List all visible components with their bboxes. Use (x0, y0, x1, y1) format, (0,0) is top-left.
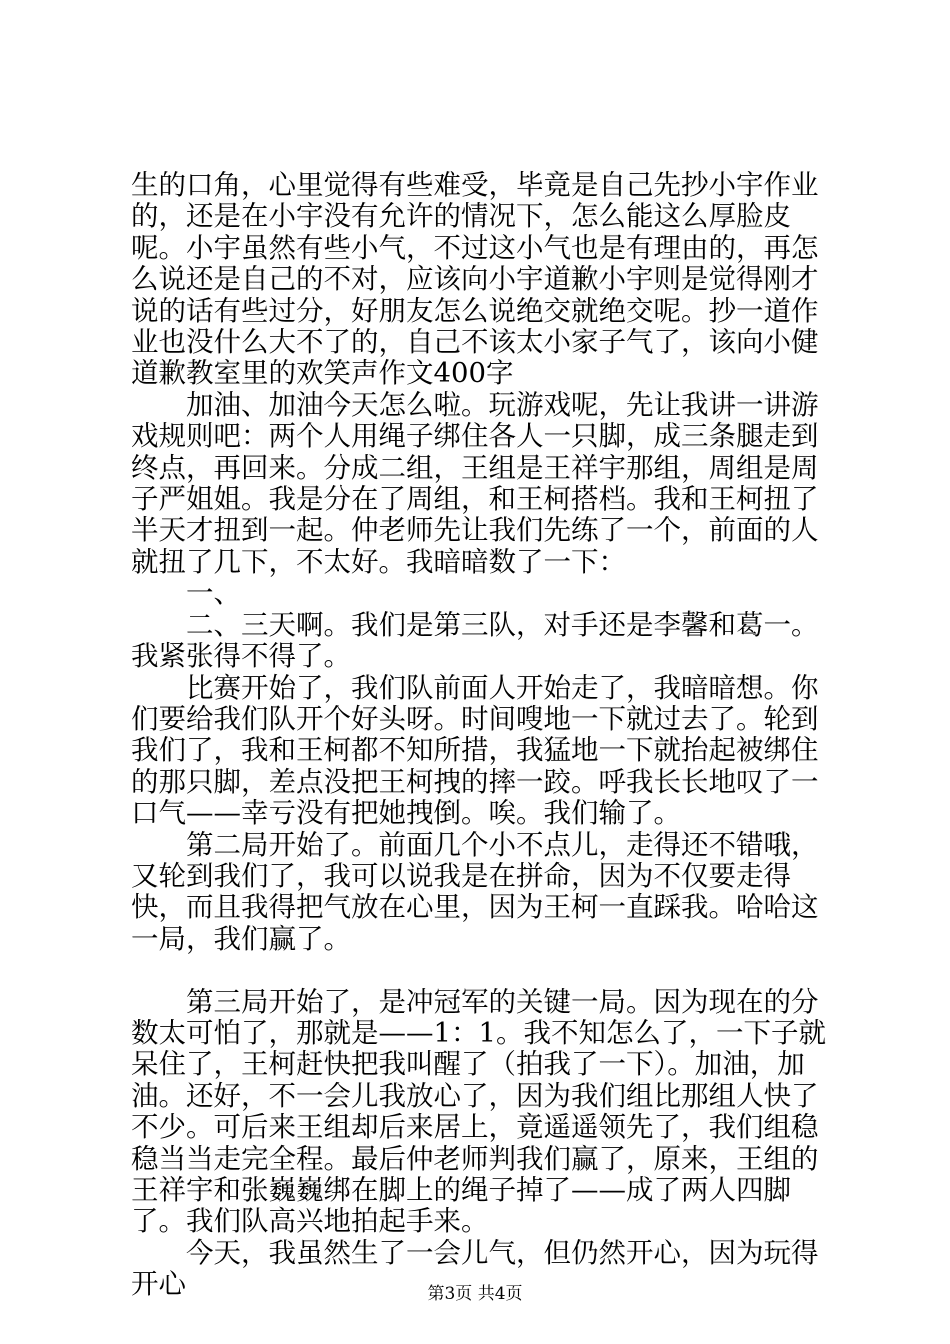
paragraph-7: 第三局开始了，是冲冠军的关键一局。因为现在的分数太可怕了，那就是——1：1。我不知怎么了，一下子就呆住了，王柯赶快把我叫醒了（拍我了一下）。加油，加油。还好，不一会儿我放心了，因为我们组比那组人快了不少。可后来王组却后来居上，竟遥遥领先了，我们组稳稳当当走完全程。最后仲老师判我们赢了，原来，王组的王祥宇和张巍巍绑在脚上的绳子掉了——成了两人四脚了。我们队高兴地拍起手来。 (131, 985, 826, 1238)
paragraph-3: 一、 (186, 577, 241, 610)
paragraph-4: 二、三天啊。我们是第三队，对手还是李馨和葛一。我紧张得不得了。 (131, 608, 819, 673)
page-footer: 第3页 共4页 (427, 1284, 523, 1304)
paragraph-1: 生的口角，心里觉得有些难受，毕竟是自己先抄小宇作业的，还是在小宇没有允许的情况下，怎么能这么厚脸皮呢。小宇虽然有些小气，不过这小气也是有理由的，再怎么说还是自己的不对，应该向小宇道歉小宇则是觉得刚才说的话有些过分，好朋友怎么说绝交就绝交呢。抄一道作业也没什么大不了的，自己不该太小家子气了，该向小健道歉教室里的欢笑声作文400字 (131, 169, 819, 390)
paragraph-5: 比赛开始了，我们队前面人开始走了，我暗暗想。你们要给我们队开个好头呀。时间嗖地一下就过去了。轮到我们了，我和王柯都不知所措，我猛地一下就抬起被绑住的那只脚，差点没把王柯拽的摔一跤。呼我长长地叹了一口气——幸亏没有把她拽倒。唉。我们输了。 (131, 671, 819, 830)
paragraph-2: 加油、加油今天怎么啦。玩游戏呢，先让我讲一讲游戏规则吧：两个人用绳子绑住各人一只脚，成三条腿走到终点，再回来。分成二组，王组是王祥宇那组，周组是周子严姐姐。我是分在了周组，和王柯搭档。我和王柯扭了半天才扭到一起。仲老师先让我们先练了一个，前面的人就扭了几下，不太好。我暗暗数了一下： (131, 388, 819, 578)
paragraph-6: 第二局开始了。前面几个小不点儿，走得还不错哦，又轮到我们了，我可以说我是在拼命，因为不仅要走得快，而且我得把气放在心里，因为王柯一直踩我。哈哈这一局，我们赢了。 (131, 828, 819, 955)
blank-line (131, 955, 843, 986)
document-body (131, 170, 843, 1301)
paragraph-8: 今天，我虽然生了一会儿气，但仍然开心，因为玩得开心 (131, 1236, 819, 1301)
